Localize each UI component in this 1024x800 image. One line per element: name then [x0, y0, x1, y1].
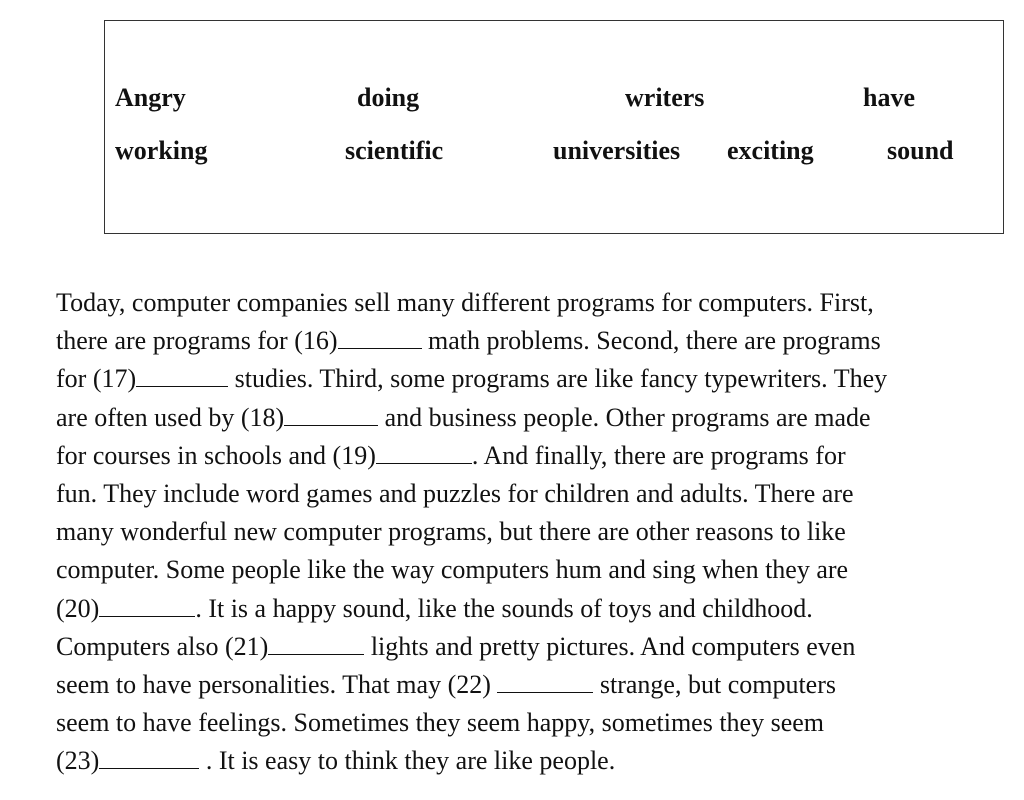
- passage-text: . It is a happy sound, like the sounds of toys and childhood.: [195, 593, 813, 623]
- passage-line: [56, 437, 996, 475]
- passage-text: seem to have personalities. That may (22): [56, 669, 498, 699]
- word-bank-item: scientific: [345, 136, 444, 165]
- blank-17[interactable]: [136, 364, 228, 387]
- passage-text: for courses in schools and (19): [56, 440, 376, 470]
- passage-text: fun. They include word games and puzzles for children and adults. There are: [56, 478, 854, 508]
- cloze-passage: [56, 284, 996, 780]
- passage-text: are often used by (18): [56, 402, 285, 432]
- word-bank-item: sound: [887, 136, 954, 165]
- passage-text: studies. Third, some programs are like fancy typewriters. They: [228, 364, 888, 394]
- passage-line: [56, 666, 996, 704]
- word-bank-item: working: [115, 136, 208, 165]
- passage-text: (20): [56, 593, 100, 623]
- word-bank-item: doing: [357, 83, 420, 112]
- passage-text: lights and pretty pictures. And computers even: [364, 631, 856, 661]
- passage-text: math problems. Second, there are programs: [421, 326, 881, 356]
- blank-16[interactable]: [338, 326, 422, 349]
- blank-20[interactable]: [99, 594, 195, 617]
- word-bank-item: writers: [625, 83, 705, 112]
- blank-21[interactable]: [268, 632, 364, 655]
- passage-line: [56, 322, 996, 360]
- passage-text: . And finally, there are programs for: [471, 440, 846, 470]
- passage-line: [56, 399, 996, 437]
- word-bank-item: Angry: [115, 83, 186, 112]
- passage-line: [56, 360, 996, 398]
- passage-text: Computers also (21): [56, 631, 269, 661]
- passage-text: (23): [56, 746, 100, 776]
- passage-text: and business people. Other programs are made: [378, 402, 871, 432]
- blank-18[interactable]: [284, 403, 378, 426]
- passage-text: . It is easy to think they are like people.: [199, 746, 616, 776]
- passage-text: computer. Some people like the way computers hum and sing when they are: [56, 555, 849, 585]
- passage-text: seem to have feelings. Sometimes they seem happy, sometimes they seem: [56, 708, 825, 738]
- passage-line: [56, 628, 996, 666]
- passage-text: many wonderful new computer programs, but there are other reasons to like: [56, 517, 846, 547]
- blank-23[interactable]: [99, 746, 199, 769]
- word-bank-box: [104, 20, 1004, 234]
- passage-line: [56, 551, 996, 589]
- passage-text: for (17): [56, 364, 137, 394]
- passage-line: [56, 742, 996, 780]
- passage-line: [56, 284, 996, 322]
- blank-22[interactable]: [497, 670, 593, 693]
- passage-line: [56, 513, 996, 551]
- word-bank-item: exciting: [727, 136, 814, 165]
- passage-text: Today, computer companies sell many different programs for computers. First,: [56, 288, 874, 317]
- passage-text: there are programs for (16): [56, 326, 338, 356]
- passage-line: [56, 590, 996, 628]
- passage-line: [56, 475, 996, 513]
- passage-text: strange, but computers: [593, 669, 836, 699]
- word-bank-item: universities: [553, 136, 681, 165]
- blank-19[interactable]: [376, 441, 472, 464]
- word-bank-item: have: [863, 83, 915, 112]
- passage-line: [56, 704, 996, 742]
